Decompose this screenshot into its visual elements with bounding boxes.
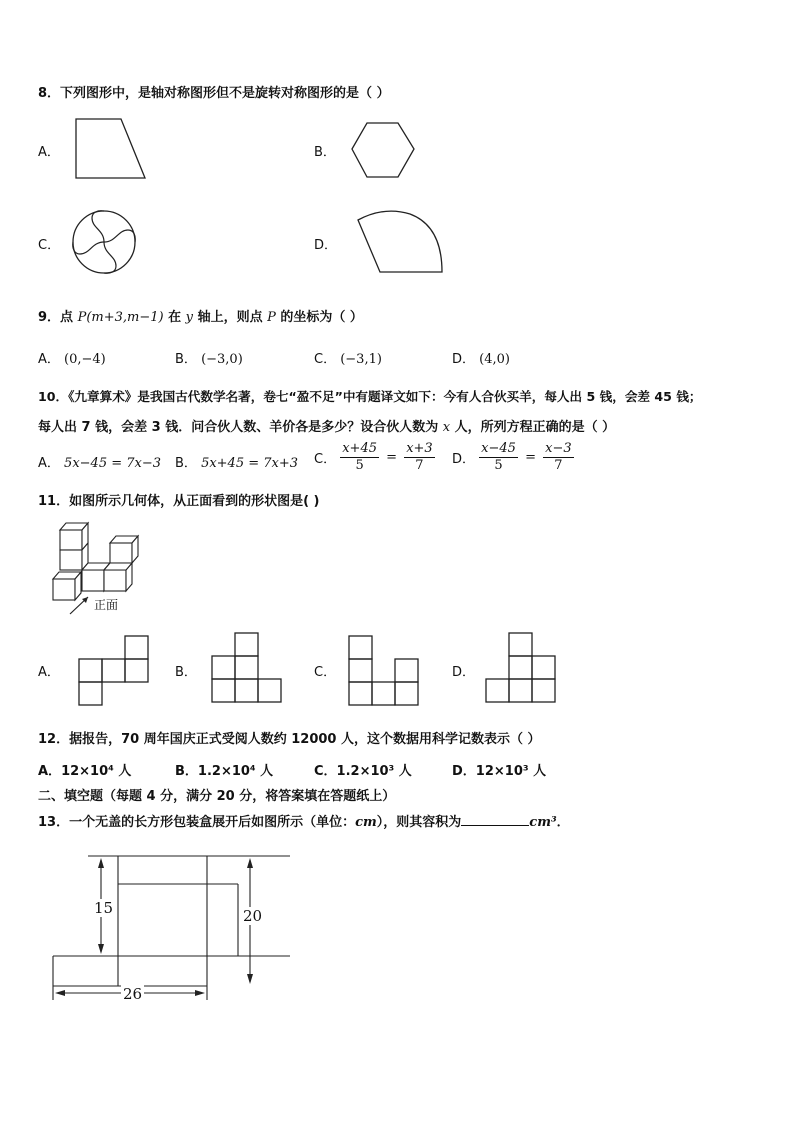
q9-option-d-label: D． [452, 352, 476, 367]
q9-option-a-value: (0,−4) [64, 352, 106, 367]
q13-dim-20: 20 [243, 907, 263, 925]
q13-unit: cm [355, 815, 377, 830]
q12-option-c-value: 1.2×10³ 人 [336, 764, 412, 779]
q12-stem: 12．据报告，70 周年国庆正式受阅人数约 12000 人，这个数据用科学记数表示（ ） [38, 732, 541, 747]
q8-option-b-label[interactable]: B． [314, 145, 336, 160]
q8-option-c-label[interactable]: C． [38, 238, 61, 253]
q10-option-b-label: B． [175, 456, 197, 471]
q12-option-b-value: 1.2×10⁴ 人 [197, 764, 274, 779]
q8-stem: 8．下列图形中，是轴对称图形但不是旋转对称图形的是（ ） [38, 86, 390, 101]
q8-option-d-label[interactable]: D． [314, 238, 338, 253]
q10-line2a: 每人出 7 钱，会差 3 钱．问合伙人数、羊价各是多少？设合伙人数为 [38, 420, 439, 435]
q11-stem: 11．如图所示几何体，从正面看到的形状图是( ) [38, 494, 320, 509]
q10-option-d-frac2-num: x−3 [545, 441, 572, 456]
q10-option-c-frac2-den: 7 [415, 458, 424, 473]
q13-arrow-up-icon-2 [247, 858, 253, 868]
q10-var: x [442, 420, 451, 435]
q9-option-b-label: B． [175, 352, 197, 367]
q10-option-d-equals: = [525, 450, 536, 465]
q9-pname: P [267, 310, 276, 325]
q10-option-c-equals: = [386, 450, 398, 465]
q9-option-c-value: (−3,1) [340, 352, 382, 367]
q9-option-c-label: C． [314, 352, 337, 367]
q10-option-c-frac2-num: x+3 [406, 441, 433, 456]
q9-prefix: 9．点 [38, 310, 74, 325]
q13-arrow-down-icon [98, 944, 104, 954]
q11-front-label: 正面 [94, 598, 119, 612]
q12-option-d-value: 12×10³ 人 [475, 764, 547, 779]
q9-tail: 的坐标为（ ） [280, 310, 363, 325]
q13-dim-26: 26 [123, 985, 143, 1003]
q9-option-b-value: (−3,0) [201, 352, 243, 367]
section2-title: 二、填空题（每题 4 分，满分 20 分，将答案填在答题纸上） [38, 789, 396, 804]
q10-line1: 10．《九章算术》是我国古代数学名著，卷七“盈不足”中有题译文如下：今有人合伙买羊，每人出 5 钱，会差 45 钱； [38, 389, 702, 404]
q10-option-d-frac1-den: 5 [494, 458, 503, 473]
q13-dim-15: 15 [94, 899, 114, 917]
q9-option-d-value: (4,0) [479, 352, 510, 367]
q9-suffix: 轴上，则点 [197, 310, 263, 325]
q12-option-b-label: B． [175, 764, 198, 779]
q10-option-d-frac2-den: 7 [554, 458, 563, 473]
q12-option-d-label: D． [452, 764, 476, 779]
q10-option-c-label: C． [314, 452, 337, 467]
q12-option-c-label: C． [314, 764, 337, 779]
q9-point: P(m+3,m−1) [77, 310, 164, 325]
q13-stem-text: 13．一个无盖的长方形包装盒展开后如图所示（单位： [38, 815, 356, 830]
q11-option-d-label[interactable]: D． [452, 665, 476, 680]
q10-option-b-value: 5x+45 = 7x+3 [201, 456, 299, 471]
q10-option-c-frac1-num: x+45 [342, 441, 377, 456]
q13-unit3: cm³ [529, 815, 557, 830]
q13-arrow-right-icon [195, 990, 205, 996]
q10-option-c-frac1-den: 5 [355, 458, 364, 473]
q12-option-a-label: A． [38, 764, 62, 779]
q8-option-a-label[interactable]: A． [38, 145, 60, 160]
q13-stem-text2: ），则其容积为 [376, 815, 462, 830]
q10-option-a-value: 5x−45 = 7x−3 [64, 456, 162, 471]
q13-end: ． [556, 815, 570, 830]
q10-option-a-label: A． [38, 456, 60, 471]
q9-mid: 在 [168, 310, 182, 325]
q13-arrow-up-icon [98, 858, 104, 868]
q11-option-c-label[interactable]: C． [314, 665, 337, 680]
q10-option-d-frac1-num: x−45 [481, 441, 516, 456]
q10-line2b: 人，所列方程正确的是（ ） [454, 420, 616, 435]
q11-option-a-label[interactable]: A． [38, 665, 60, 680]
q9-option-a-label: A． [38, 352, 60, 367]
q13-arrow-left-icon [55, 990, 65, 996]
q12-option-a-value: 12×10⁴ 人 [61, 764, 132, 779]
q11-option-b-label[interactable]: B． [175, 665, 197, 680]
q9-axis-var: y [185, 310, 194, 325]
q10-option-d-label: D． [452, 452, 476, 467]
q13-arrow-down-icon-2 [247, 974, 253, 984]
